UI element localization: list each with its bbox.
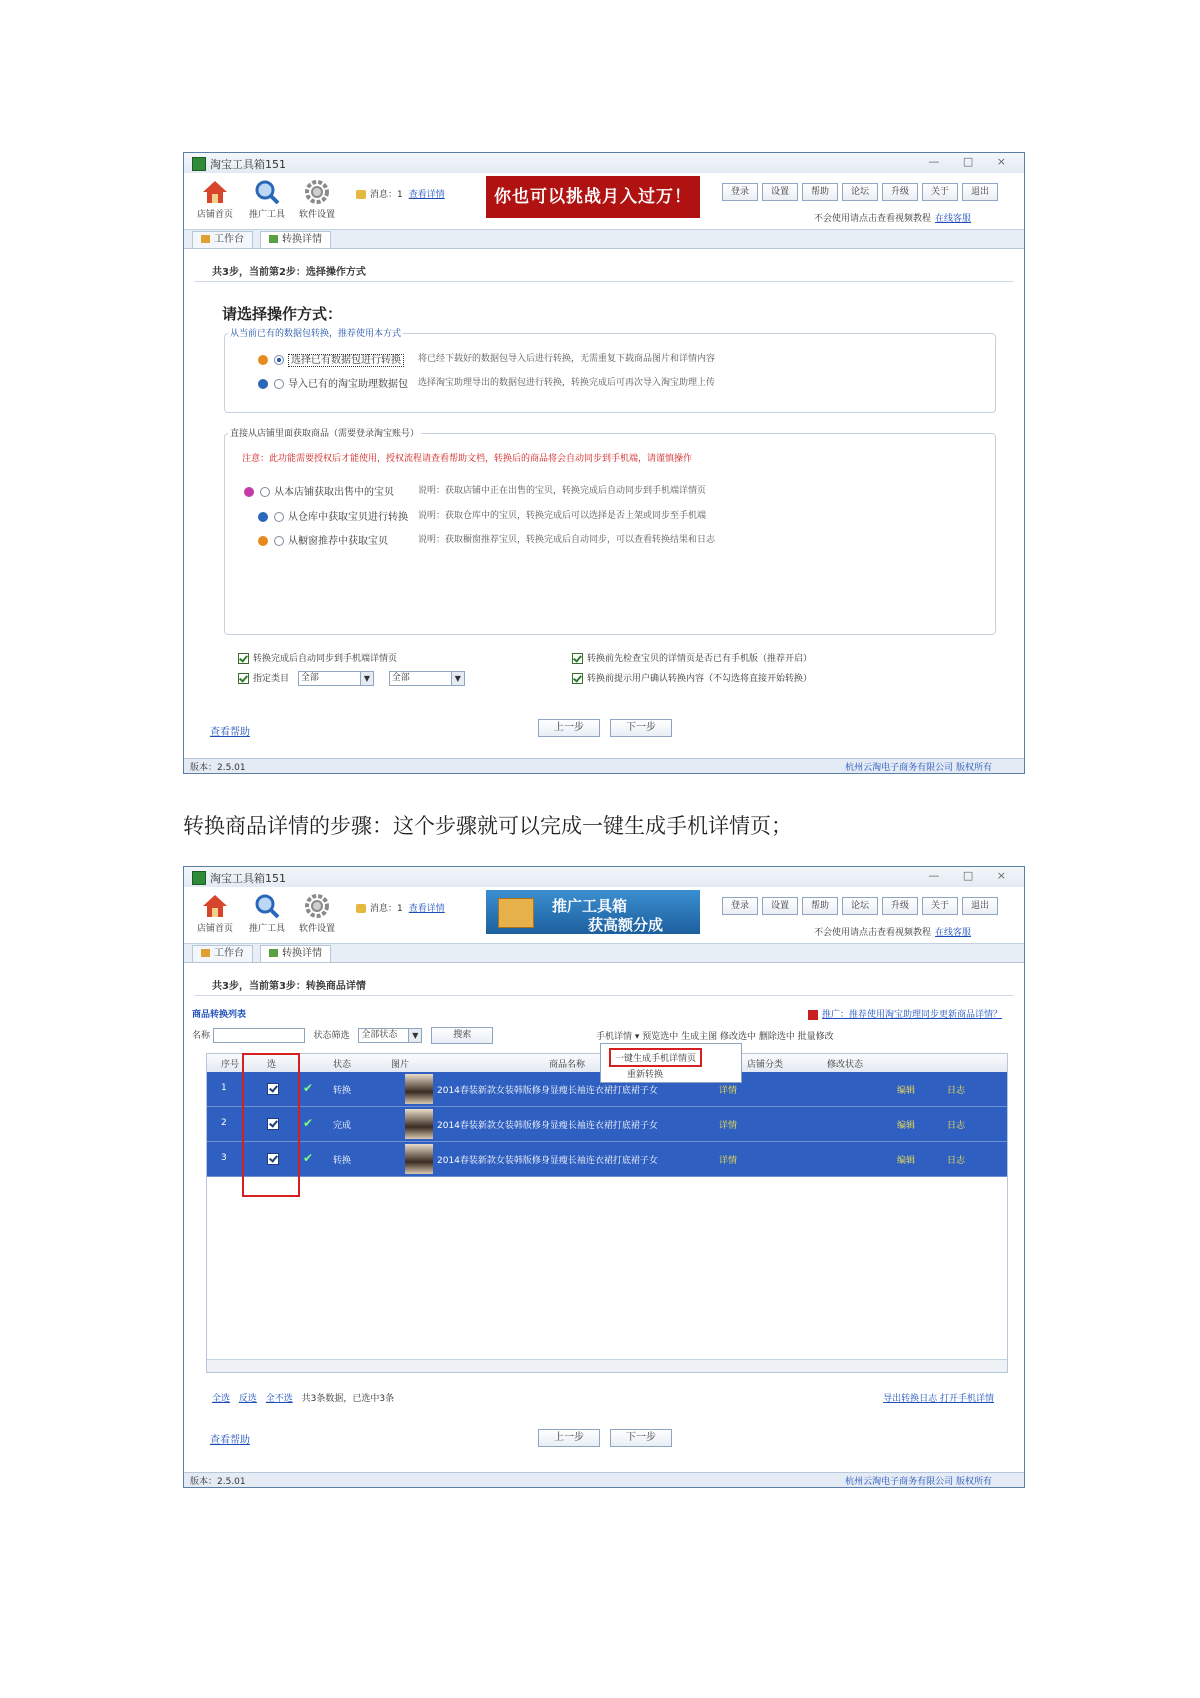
forum-button[interactable]: 论坛 [842,897,878,915]
promo-line [808,1007,1002,1020]
breadcrumb: 共3步，当前第2步：选择操作方式 [212,267,366,278]
settings-button[interactable]: 设置 [762,897,798,915]
group-shop-title: 直接从店铺里面获取商品（需要登录淘宝账号） [228,426,421,439]
promo-banner[interactable]: 推广工具箱 获高额分成 [486,890,700,934]
toolbar-settings[interactable]: 软件设置 [292,893,342,934]
check-confirm[interactable]: 转换前提示用户确认转换内容（不勾选将直接开始转换） [572,671,812,684]
window-icon [258,536,268,546]
toolbar-search[interactable]: 推广工具 [242,893,292,934]
notice-link[interactable]: 查看详情 [408,190,445,200]
category-select-1[interactable]: 全部 ▼ [298,671,374,686]
window-title: 淘宝工具箱151 [210,872,286,885]
gift-box-icon [498,898,534,928]
home-icon [202,893,228,919]
filter-row: 名称 状态筛选 全部状态 ▼ 搜索 手机详情 ▾ 预览选中 生成主图 修改选中 删除选中 批量修改 [192,1027,1018,1045]
table-row[interactable]: 1 ✔ 转换 2014春装新款女装韩版修身显瘦长袖连衣裙打底裙子女 详情 编辑 日志 [207,1072,1007,1107]
tab-bar [184,229,1024,249]
app-icon [192,157,206,171]
search-button[interactable]: 搜索 [431,1027,493,1044]
status-bar: 版本：2.5.01 杭州云淘电子商务有限公司 版权所有 [184,758,1024,773]
help-line: 不会使用请点击查看视频教程 在线客服 [814,214,972,224]
log-links [883,1391,994,1404]
product-table [206,1053,1008,1373]
selection-links: 全选 反选 全不选 共3条数据，已选中3条 [212,1394,395,1404]
search-icon [254,179,280,205]
help-link[interactable]: 查看帮助 [210,727,250,738]
online-service-link[interactable]: 在线客服 [935,928,972,938]
about-button[interactable]: 关于 [922,897,958,915]
bell-icon [356,190,366,199]
home-icon [201,949,210,957]
invert-select-link[interactable]: 反选 [238,1394,257,1404]
detail-link[interactable]: 详情 [719,1086,738,1096]
edit-link[interactable]: 编辑 [897,1121,916,1131]
checkbox-checked[interactable] [238,653,249,664]
warehouse-icon [258,512,268,522]
option-existing-package[interactable]: 选择已有数据包进行转换 将已经下载好的数据包导入后进行转换，无需重复下载商品图片和详情内容 [258,351,978,366]
login-button[interactable]: 登录 [722,897,758,915]
import-icon [258,379,268,389]
tab-workbench[interactable]: 工作台 [192,945,253,962]
checkbox-checked[interactable] [238,673,249,684]
exit-button[interactable]: 退出 [962,897,998,915]
section-title: 商品转换列表 [192,1010,247,1020]
status-bar: 版本：2.5.01 杭州云淘电子商务有限公司 版权所有 [184,1472,1024,1487]
settings-button[interactable]: 设置 [762,183,798,201]
group-existing-title: 从当前已有的数据包转换，推荐使用本方式 [228,326,403,339]
forum-button[interactable]: 论坛 [842,183,878,201]
check-icon: ✔ [303,1151,314,1165]
chevron-down-icon: ▼ [360,672,373,685]
prev-button[interactable]: 上一步 [538,719,600,737]
export-log-link[interactable]: 导出转换日志 打开手机详情 [883,1394,994,1404]
detail-link[interactable]: 详情 [719,1156,738,1166]
divider [194,281,1014,282]
toolbar-search[interactable]: 推广工具 [242,179,292,220]
edit-link[interactable]: 编辑 [897,1086,916,1096]
group-existing-data [224,333,996,413]
bell-icon [356,904,366,913]
tab-convert[interactable]: 转换详情 [260,945,331,962]
page-heading: 请选择操作方式： [222,305,343,323]
home-icon [201,235,210,243]
divider [194,995,1014,996]
check-auto-sync[interactable]: 转换完成后自动同步到手机端详情页 [238,651,397,664]
home-icon [202,179,228,205]
toolbar [184,173,1024,229]
login-button[interactable]: 登录 [722,183,758,201]
breadcrumb: 共3步，当前第3步：转换商品详情 [212,981,366,992]
tab-bar [184,943,1024,963]
check-category[interactable]: 指定类目 全部 ▼ 全部 ▼ [238,671,471,686]
online-service-link[interactable]: 在线客服 [935,214,972,224]
option-import-assistant[interactable]: 导入已有的淘宝助理数据包 选择淘宝助理导出的数据包进行转换，转换完成后可再次导入淘宝助理上传 [258,375,978,390]
action-bar[interactable]: 手机详情 ▾ 预览选中 生成主图 修改选中 删除选中 批量修改 [596,1032,834,1042]
product-thumbnail [405,1074,433,1104]
title-bar [184,867,1024,888]
gear-icon [304,179,330,205]
horizontal-scrollbar[interactable] [207,1359,1007,1372]
app-icon [192,871,206,885]
log-link[interactable]: 日志 [947,1086,966,1096]
log-link[interactable]: 日志 [947,1121,966,1131]
log-link[interactable]: 日志 [947,1156,966,1166]
checkbox-checked[interactable] [572,673,583,684]
option-shop-onsale[interactable]: 从本店铺获取出售中的宝贝 说明：获取店铺中正在出售的宝贝，转换完成后自动同步到手机端详情页 [244,483,984,498]
check-mobile-exists[interactable]: 转换前先检查宝贝的详情页是否已有手机版（推荐开启） [572,651,812,664]
title-bar [184,153,1024,174]
upgrade-button[interactable]: 升级 [882,897,918,915]
prev-button[interactable]: 上一步 [538,1429,600,1447]
table-header: 序号 选 状态 图片 商品名称 店铺分类 修改状态 [207,1054,1007,1073]
select-none-link[interactable]: 全不选 [265,1394,293,1404]
radio[interactable] [274,379,284,389]
notice: 消息：1 查看详情 [356,901,445,914]
check-icon [269,235,278,243]
caption: 转换商品详情的步骤：这个步骤就可以完成一键生成手机详情页； [183,814,792,838]
reconvert-item[interactable]: 重新转换 [627,1070,664,1080]
notice: 消息：1 查看详情 [356,187,445,200]
radio[interactable] [274,536,284,546]
option-shop-warehouse[interactable]: 从仓库中获取宝贝进行转换 说明：获取仓库中的宝贝，转换完成后可以选择是否上架或同步至手机端 [258,508,984,523]
radio[interactable] [274,512,284,522]
search-icon [254,893,280,919]
product-thumbnail [405,1109,433,1139]
package-icon [258,355,268,365]
toolbar [184,887,1024,943]
check-icon: ✔ [303,1116,314,1130]
notice-link[interactable]: 查看详情 [408,904,445,914]
warning-text: 注意：此功能需要授权后才能使用，授权流程请查看帮助文档，转换后的商品将会自动同步到手机端，请谨慎操作 [242,454,693,464]
next-button[interactable]: 下一步 [610,1429,672,1447]
table-row[interactable]: 2 ✔ 完成 2014春装新款女装韩版修身显瘦长袖连衣裙打底裙子女 详情 编辑 日志 [207,1107,1007,1142]
check-icon: ✔ [303,1081,314,1095]
toolbar-settings[interactable]: 软件设置 [292,179,342,220]
edit-link[interactable]: 编辑 [897,1156,916,1166]
table-row[interactable]: 3 ✔ 转换 2014春装新款女装韩版修身显瘦长袖连衣裙打底裙子女 详情 编辑 日志 [207,1142,1007,1177]
product-thumbnail [405,1144,433,1174]
option-shop-window[interactable]: 从橱窗推荐中获取宝贝 说明：获取橱窗推荐宝贝，转换完成后自动同步，可以查看转换结果和日志 [258,532,984,547]
screenshot-step3 [183,866,1025,1488]
checkbox-checked[interactable] [572,653,583,664]
highlight-checkbox-column [242,1053,300,1197]
select-all-link[interactable]: 全选 [212,1394,231,1404]
exit-button[interactable]: 退出 [962,183,998,201]
window-title: 淘宝工具箱151 [210,158,286,171]
radio[interactable] [260,487,270,497]
ad-banner[interactable]: 你也可以挑战月入过万！ [486,176,700,218]
one-click-generate-item[interactable]: 一键生成手机详情页 [609,1048,702,1067]
status-filter-select[interactable]: 全部状态 ▼ [358,1028,422,1043]
next-button[interactable]: 下一步 [610,719,672,737]
help-button[interactable]: 帮助 [802,183,838,201]
promo-icon [808,1010,818,1020]
radio-selected[interactable] [274,355,284,365]
help-link[interactable]: 查看帮助 [210,1435,250,1446]
window-controls[interactable]: — □ × [928,869,1016,882]
name-search-input[interactable] [213,1028,305,1043]
category-select-2[interactable]: 全部 ▼ [389,671,465,686]
toolbar-home[interactable]: 店铺首页 [190,893,240,934]
promo-link[interactable]: 推广：推荐使用淘宝助理同步更新商品详情？ [821,1010,1002,1020]
help-button[interactable]: 帮助 [802,897,838,915]
check-icon [269,949,278,957]
tab-workbench[interactable]: 工作台 [192,231,253,248]
detail-link[interactable]: 详情 [719,1121,738,1131]
about-button[interactable]: 关于 [922,183,958,201]
upgrade-button[interactable]: 升级 [882,183,918,201]
mobile-detail-dropdown[interactable] [600,1043,742,1083]
gear-icon [304,893,330,919]
top-buttons [722,183,1022,203]
chevron-down-icon: ▼ [408,1029,421,1042]
toolbar-home[interactable]: 店铺首页 [190,179,240,220]
top-buttons [722,897,1022,917]
screenshot-step2 [183,152,1025,774]
chevron-down-icon: ▼ [451,672,464,685]
help-line: 不会使用请点击查看视频教程 在线客服 [814,928,972,938]
shop-icon [244,487,254,497]
tab-convert[interactable]: 转换详情 [260,231,331,248]
window-controls[interactable]: — □ × [928,155,1016,168]
